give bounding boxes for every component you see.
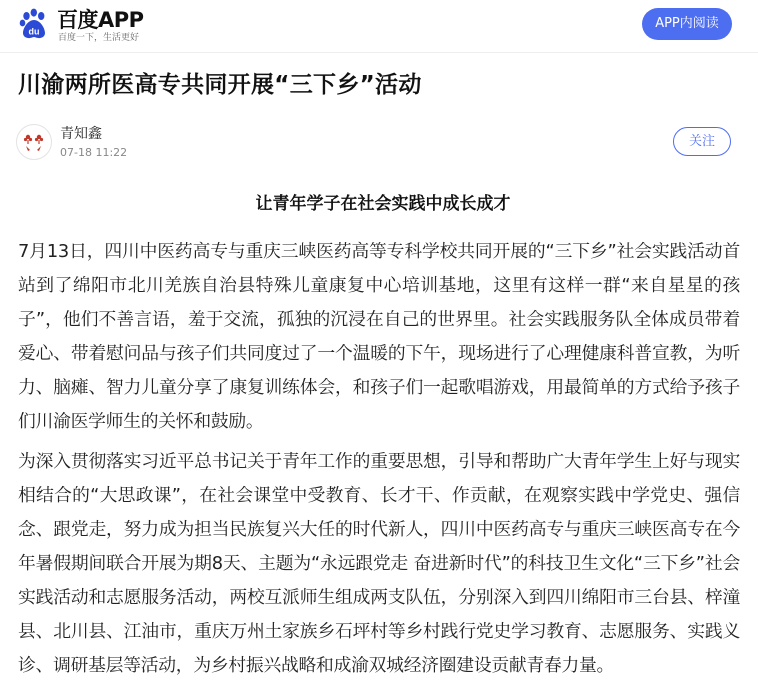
article-title: 川渝两所医高专共同开展“三下乡”活动	[18, 72, 422, 98]
baidu-paw-logo-icon[interactable]	[18, 8, 50, 40]
publish-time: 07-18 11:22	[60, 146, 128, 159]
flower-avatar-icon	[17, 125, 51, 159]
brand-slogan: 百度一下，生活更好	[58, 33, 140, 43]
logo-text: du	[28, 26, 40, 37]
open-in-app-button[interactable]: APP内阅读	[642, 8, 732, 40]
brand-name[interactable]: 百度APP	[57, 8, 144, 32]
author-name[interactable]: 青知鑫	[60, 126, 102, 142]
article-paragraph: 7月13日，四川中医药高专与重庆三峡医药高等专科学校共同开展的“三下乡”社会实践活动首站到了绵阳市北川羌族自治县特殊儿童康复中心培训基地，这里有这样一群“来自星星的孩子”，他们不善言语，羞于交流，孤独的沉浸在自己的世界里。社会实践服务队全体成员带着爱心、带着慰问品与孩子们共同度过了一个温暖的下午，现场进行了心理健康科普宣教，为听力、脑瘫、智力儿童分享了康复训练体会，和孩子们一起歌唱游戏，用最简单的方式给予孩子们川渝医学师生的关怀和鼓励。	[18, 241, 740, 432]
article-paragraph: 为深入贯彻落实习近平总书记关于青年工作的重要思想，引导和帮助广大青年学生上好与现实相结合的“大思政课”，在社会课堂中受教育、长才干、作贡献，在观察实践中学党史、强信念、跟党走，努力成为担当民族复兴大任的时代新人，四川中医药高专与重庆三峡医高专在今年暑假期间联合开展为期8天、主题为“永远跟党走 奋进新时代”的科技卫生文化“三下乡”社会实践活动和志愿服务活动，两校互派师生组成两支队伍，分别深入到四川绵阳市三台县、梓潼县、北川县、江油市，重庆万州土家族乡石坪村等乡村践行党史学习教育、志愿服务、实践义诊、调研基层等活动，为乡村振兴战略和成渝双城经济圈建设贡献青春力量。	[18, 451, 740, 676]
header-divider	[0, 52, 758, 53]
top-bar	[0, 0, 758, 50]
follow-button[interactable]: 关注	[673, 127, 731, 156]
author-avatar[interactable]	[16, 124, 52, 160]
article-subheading: 让青年学子在社会实践中成长成才	[255, 194, 511, 214]
